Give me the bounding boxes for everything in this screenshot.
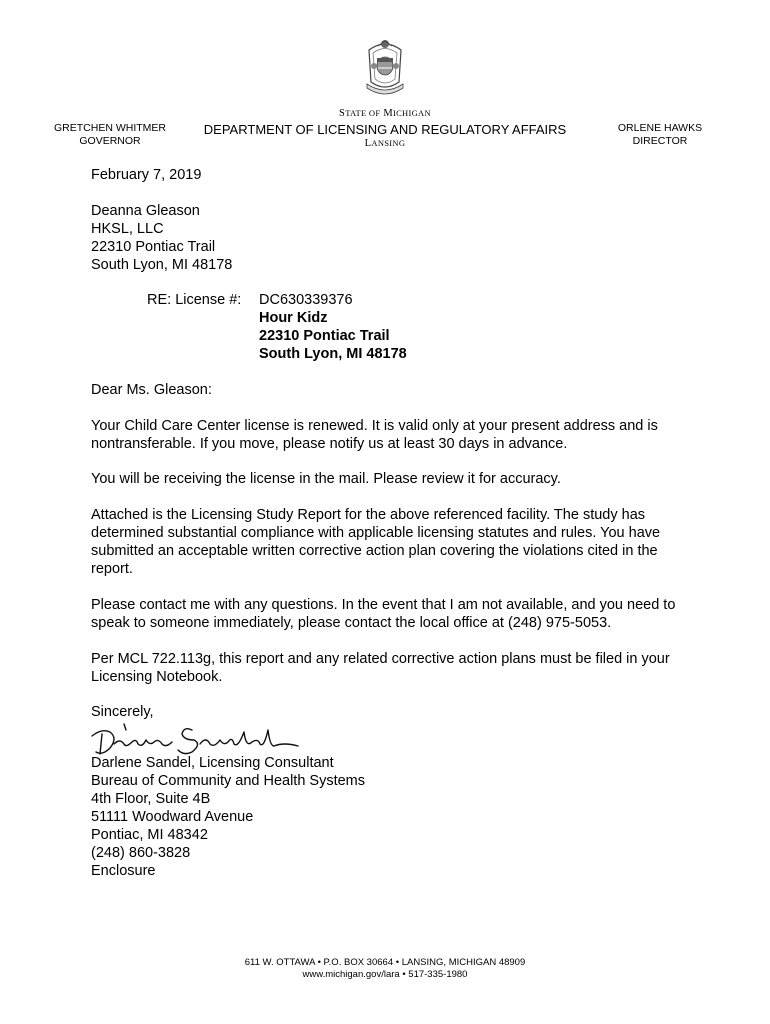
license-number: DC630339376 xyxy=(259,292,353,308)
re-details xyxy=(259,291,407,363)
sender-line: (248) 860-3828 xyxy=(91,845,191,861)
state-name-cap: M xyxy=(383,108,393,119)
facility-street: 22310 Pontiac Trail xyxy=(259,328,390,344)
re-label: RE: License #: xyxy=(147,292,242,308)
city-rest: ANSING xyxy=(371,138,406,148)
sender-line: 51111 Woodward Avenue xyxy=(91,809,254,825)
state-seal-logo xyxy=(359,36,411,96)
sender-line: 4th Floor, Suite 4B xyxy=(91,791,211,807)
recipient-line: Deanna Gleason xyxy=(91,203,200,219)
state-prefix-cap: S xyxy=(339,108,346,119)
body-paragraph: Your Child Care Center license is renewed. It is valid only at your present address and is nontransferable. If you move, please notify us at least 30 days in advance. xyxy=(91,418,658,452)
sender-line: Darlene Sandel, Licensing Consultant xyxy=(91,755,334,771)
sender-line: Enclosure xyxy=(91,863,156,879)
state-name-rest: ICHIGAN xyxy=(392,108,431,118)
letter-footer xyxy=(185,957,585,981)
governor-title: GOVERNOR xyxy=(79,135,141,147)
recipient-line: South Lyon, MI 48178 xyxy=(91,257,233,273)
recipient-line: 22310 Pontiac Trail xyxy=(91,239,216,255)
body-paragraph: You will be receiving the license in the mail. Please review it for accuracy. xyxy=(91,471,561,487)
body-paragraph: Attached is the Licensing Study Report for the above referenced facility. The study has determined substantial compliance with applicable licensing statutes and rules. You have submitted an acceptable written corrective action plan covering the violations cited in the report. xyxy=(91,507,661,577)
governor-name: GRETCHEN WHITMER xyxy=(54,122,166,134)
city-heading xyxy=(220,138,550,149)
sender-line: Pontiac, MI 48342 xyxy=(91,827,208,843)
sender-block xyxy=(91,754,365,880)
salutation: Dear Ms. Gleason: xyxy=(91,382,212,398)
state-of-michigan-heading xyxy=(220,108,550,119)
recipient-address xyxy=(91,202,232,274)
closing: Sincerely, xyxy=(91,704,154,720)
sender-line: Bureau of Community and Health Systems xyxy=(91,773,366,789)
department-heading: DEPARTMENT OF LICENSING AND REGULATORY AFFAIRS xyxy=(203,122,567,137)
director-title: DIRECTOR xyxy=(632,135,688,147)
letter-date: February 7, 2019 xyxy=(91,167,202,183)
director-block xyxy=(600,122,720,148)
recipient-line: HKSL, LLC xyxy=(91,221,164,237)
governor-block xyxy=(40,122,180,148)
facility-city: South Lyon, MI 48178 xyxy=(259,346,407,362)
state-prefix-rest: TATE OF xyxy=(345,108,381,118)
body-paragraph: Please contact me with any questions. In the event that I am not available, and you need to speak to someone immediately, please contact the local office at (248) 975-5053. xyxy=(91,597,676,631)
body-paragraph: Per MCL 722.113g, this report and any related corrective action plans must be filed in your Licensing Notebook. xyxy=(91,651,670,685)
footer-web-phone: www.michigan.gov/lara • 517-335-1980 xyxy=(302,969,468,980)
director-name: ORLENE HAWKS xyxy=(617,122,703,134)
city-cap: L xyxy=(364,138,372,149)
footer-address: 611 W. OTTAWA • P.O. BOX 30664 • LANSING, MICHIGAN 48909 xyxy=(244,957,526,968)
facility-name: Hour Kidz xyxy=(259,310,328,326)
